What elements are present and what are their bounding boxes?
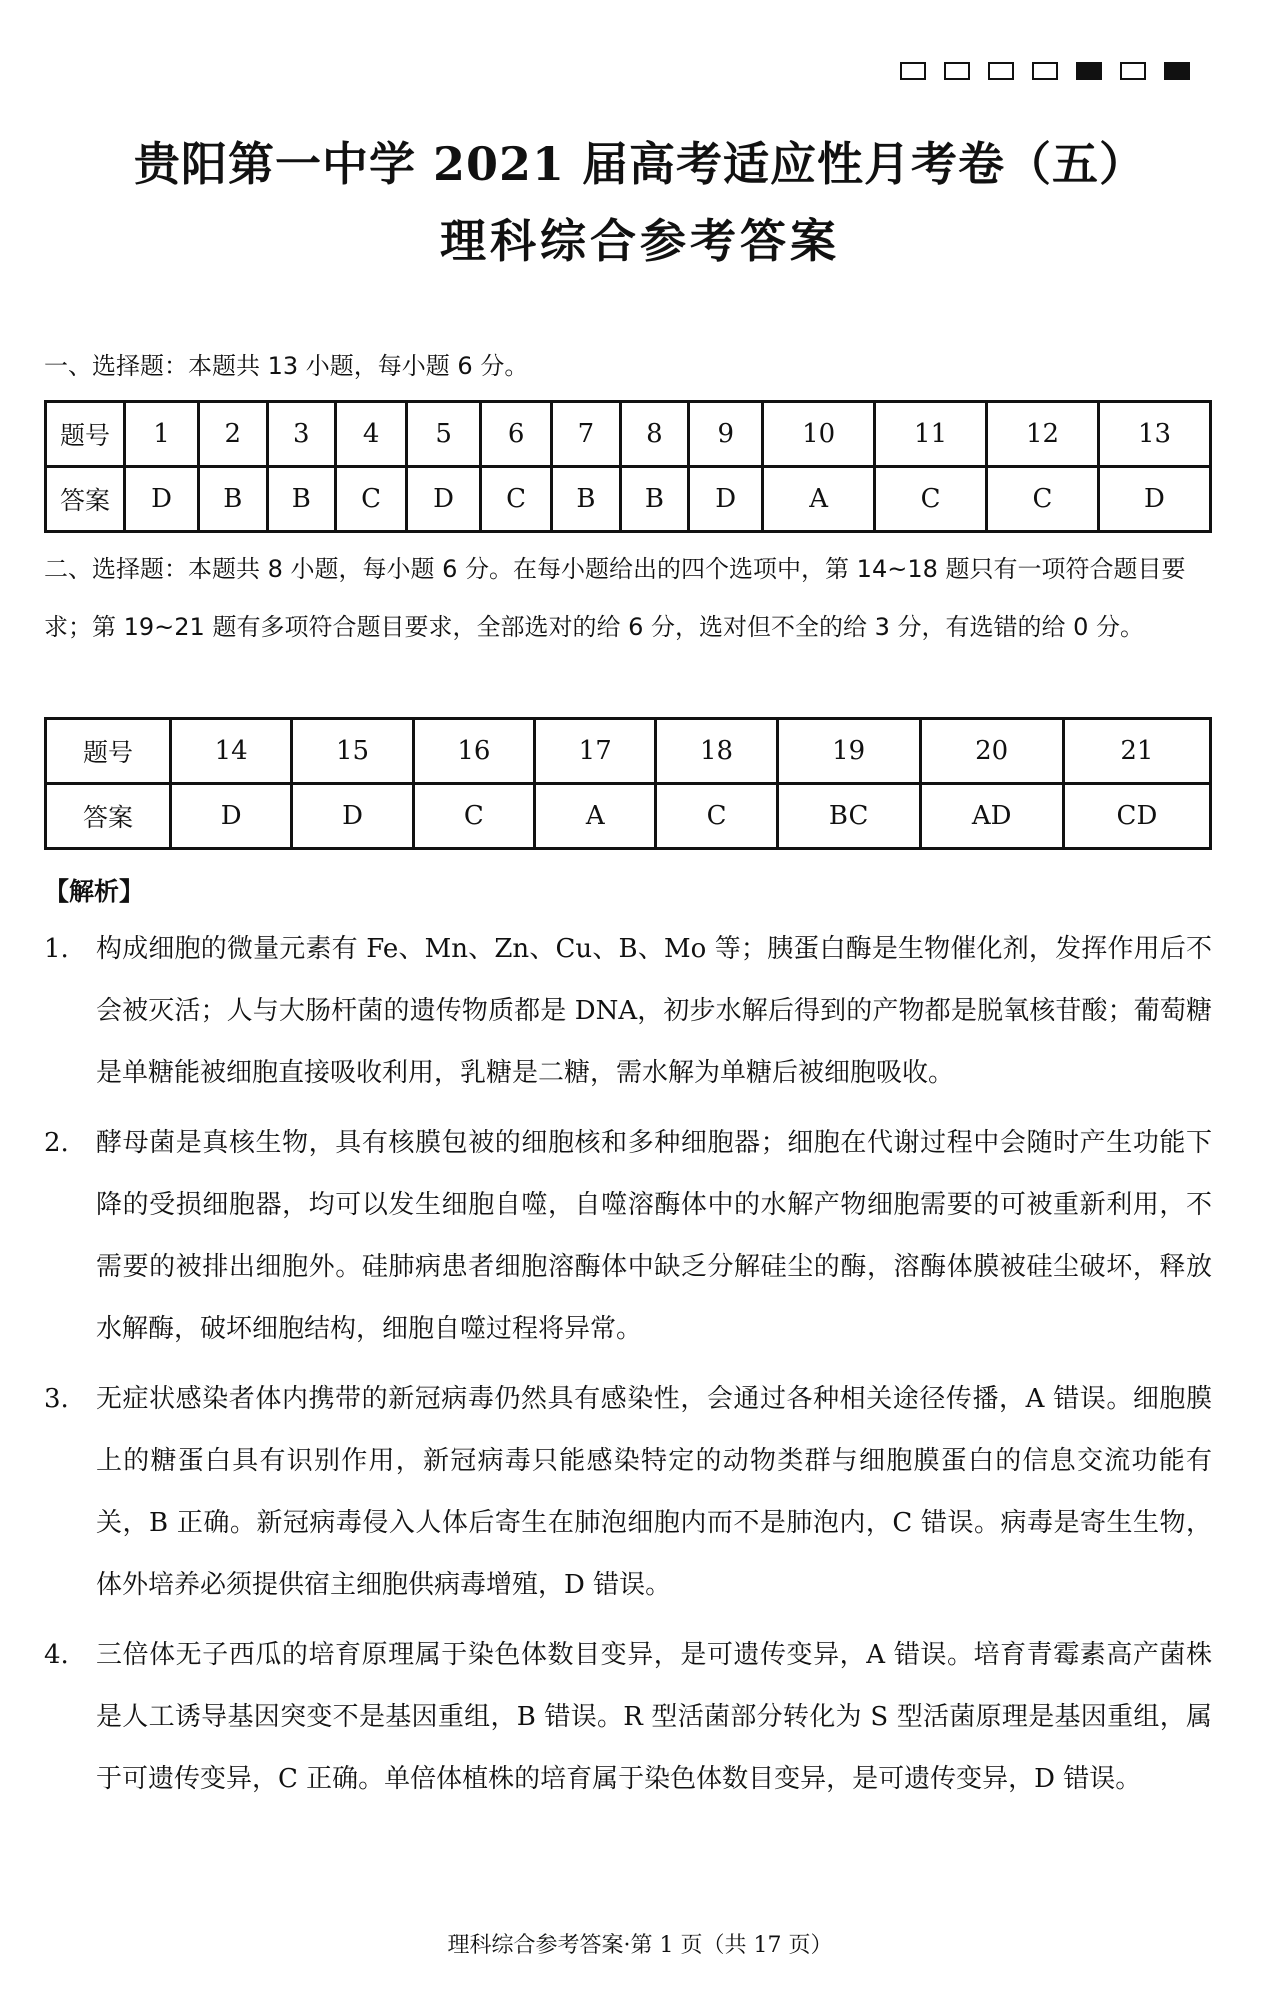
answer-cell: C bbox=[481, 467, 552, 532]
row-label-question: 题号 bbox=[46, 402, 125, 467]
answer-cell: B bbox=[552, 467, 621, 532]
corner-mark-filled bbox=[1076, 62, 1102, 80]
analysis-heading: 【解析】 bbox=[44, 877, 145, 906]
corner-mark-filled bbox=[1164, 62, 1190, 80]
item-number: 1. bbox=[44, 934, 69, 964]
corner-mark bbox=[1120, 62, 1146, 80]
question-number: 16 bbox=[413, 719, 534, 784]
answer-row bbox=[46, 784, 1211, 849]
question-number: 8 bbox=[620, 402, 689, 467]
question-number: 17 bbox=[535, 719, 656, 784]
corner-marks bbox=[900, 62, 1190, 80]
item-text: 构成细胞的微量元素有 Fe、Mn、Zn、Cu、B、Mo 等；胰蛋白酶是生物催化剂，发挥作用后不会被灭活；人与大肠杆菌的遗传物质都是 DNA，初步水解后得到的产物都是脱氧核苷酸；葡萄糖是单糖能被细胞直接吸收利用，乳糖是二糖，需水解为单糖后被细胞吸收。 bbox=[96, 934, 1212, 1088]
item-text: 三倍体无子西瓜的培育原理属于染色体数目变异，是可遗传变异，A 错误。培育青霉素高产菌株是人工诱导基因突变不是基因重组，B 错误。R 型活菌部分转化为 S 型活菌原理是基因重组，属于可遗传变异，C 正确。单倍体植株的培育属于染色体数目变异，是可遗传变异，D 错误。 bbox=[96, 1640, 1212, 1794]
question-number: 14 bbox=[171, 719, 292, 784]
question-number: 4 bbox=[336, 402, 407, 467]
item-text: 无症状感染者体内携带的新冠病毒仍然具有感染性，会通过各种相关途径传播，A 错误。细胞膜上的糖蛋白具有识别作用，新冠病毒只能感染特定的动物类群与细胞膜蛋白的信息交流功能有关，B 正确。新冠病毒侵入人体后寄生在肺泡细胞内而不是肺泡内，C 错误。病毒是寄生生物，体外培养必须提供宿主细胞供病毒增殖，D 错误。 bbox=[96, 1384, 1212, 1600]
question-number: 6 bbox=[481, 402, 552, 467]
answer-cell: B bbox=[620, 467, 689, 532]
analysis-item bbox=[44, 1112, 1212, 1360]
question-number: 12 bbox=[987, 402, 1099, 467]
question-number: 10 bbox=[763, 402, 875, 467]
analysis-item bbox=[44, 1368, 1212, 1616]
page-subtitle: 理科综合参考答案 bbox=[440, 214, 840, 268]
item-text: 酵母菌是真核生物，具有核膜包被的细胞核和多种细胞器；细胞在代谢过程中会随时产生功能下降的受损细胞器，均可以发生细胞自噬，自噬溶酶体中的水解产物细胞需要的可被重新利用，不需要的被排出细胞外。硅肺病患者细胞溶酶体中缺乏分解硅尘的酶，溶酶体膜被硅尘破坏，释放水解酶，破坏细胞结构，细胞自噬过程将异常。 bbox=[96, 1128, 1212, 1344]
answer-cell: A bbox=[535, 784, 656, 849]
answer-cell: C bbox=[875, 467, 987, 532]
row-label-answer: 答案 bbox=[46, 467, 125, 532]
answer-cell: D bbox=[125, 467, 199, 532]
answer-cell: C bbox=[987, 467, 1099, 532]
item-number: 2. bbox=[44, 1128, 69, 1158]
question-row bbox=[46, 402, 1211, 467]
corner-mark bbox=[944, 62, 970, 80]
item-number: 4. bbox=[44, 1640, 69, 1670]
question-number: 20 bbox=[920, 719, 1063, 784]
corner-mark bbox=[1032, 62, 1058, 80]
answer-cell: B bbox=[267, 467, 336, 532]
analysis-item bbox=[44, 1624, 1212, 1810]
row-label-question: 题号 bbox=[46, 719, 171, 784]
corner-mark bbox=[900, 62, 926, 80]
answer-cell: A bbox=[763, 467, 875, 532]
question-number: 1 bbox=[125, 402, 199, 467]
question-number: 18 bbox=[656, 719, 777, 784]
answer-cell: C bbox=[656, 784, 777, 849]
section2-heading: 二、选择题：本题共 8 小题，每小题 6 分。在每小题给出的四个选项中，第 14~18 题只有一项符合题目要求；第 19~21 题有多项符合题目要求，全部选对的给 6 分，选对但不全的给 3 分，有选错的给 0 分。 bbox=[44, 555, 1186, 641]
answer-row bbox=[46, 467, 1211, 532]
answer-cell: D bbox=[171, 784, 292, 849]
answer-cell: D bbox=[292, 784, 413, 849]
answer-cell: BC bbox=[777, 784, 920, 849]
answer-table-1 bbox=[44, 400, 1212, 533]
answer-cell: CD bbox=[1063, 784, 1210, 849]
answer-cell: D bbox=[1098, 467, 1210, 532]
question-row bbox=[46, 719, 1211, 784]
question-number: 9 bbox=[689, 402, 763, 467]
question-number: 5 bbox=[407, 402, 481, 467]
question-number: 19 bbox=[777, 719, 920, 784]
corner-mark bbox=[988, 62, 1014, 80]
question-number: 15 bbox=[292, 719, 413, 784]
answer-cell: D bbox=[407, 467, 481, 532]
item-number: 3. bbox=[44, 1384, 69, 1414]
question-number: 21 bbox=[1063, 719, 1210, 784]
answer-cell: C bbox=[413, 784, 534, 849]
row-label-answer: 答案 bbox=[46, 784, 171, 849]
analysis-list bbox=[44, 918, 1212, 1818]
answer-cell: C bbox=[336, 467, 407, 532]
page-title: 贵阳第一中学 2021 届高考适应性月考卷（五） bbox=[133, 137, 1147, 191]
question-number: 7 bbox=[552, 402, 621, 467]
question-number: 3 bbox=[267, 402, 336, 467]
question-number: 11 bbox=[875, 402, 987, 467]
answer-cell: D bbox=[689, 467, 763, 532]
page-footer: 理科综合参考答案·第 1 页（共 17 页） bbox=[447, 1933, 833, 1958]
section1-heading: 一、选择题：本题共 13 小题，每小题 6 分。 bbox=[44, 352, 529, 380]
question-number: 13 bbox=[1098, 402, 1210, 467]
answer-table-2 bbox=[44, 717, 1212, 850]
analysis-item bbox=[44, 918, 1212, 1104]
answer-cell: B bbox=[198, 467, 267, 532]
question-number: 2 bbox=[198, 402, 267, 467]
answer-cell: AD bbox=[920, 784, 1063, 849]
